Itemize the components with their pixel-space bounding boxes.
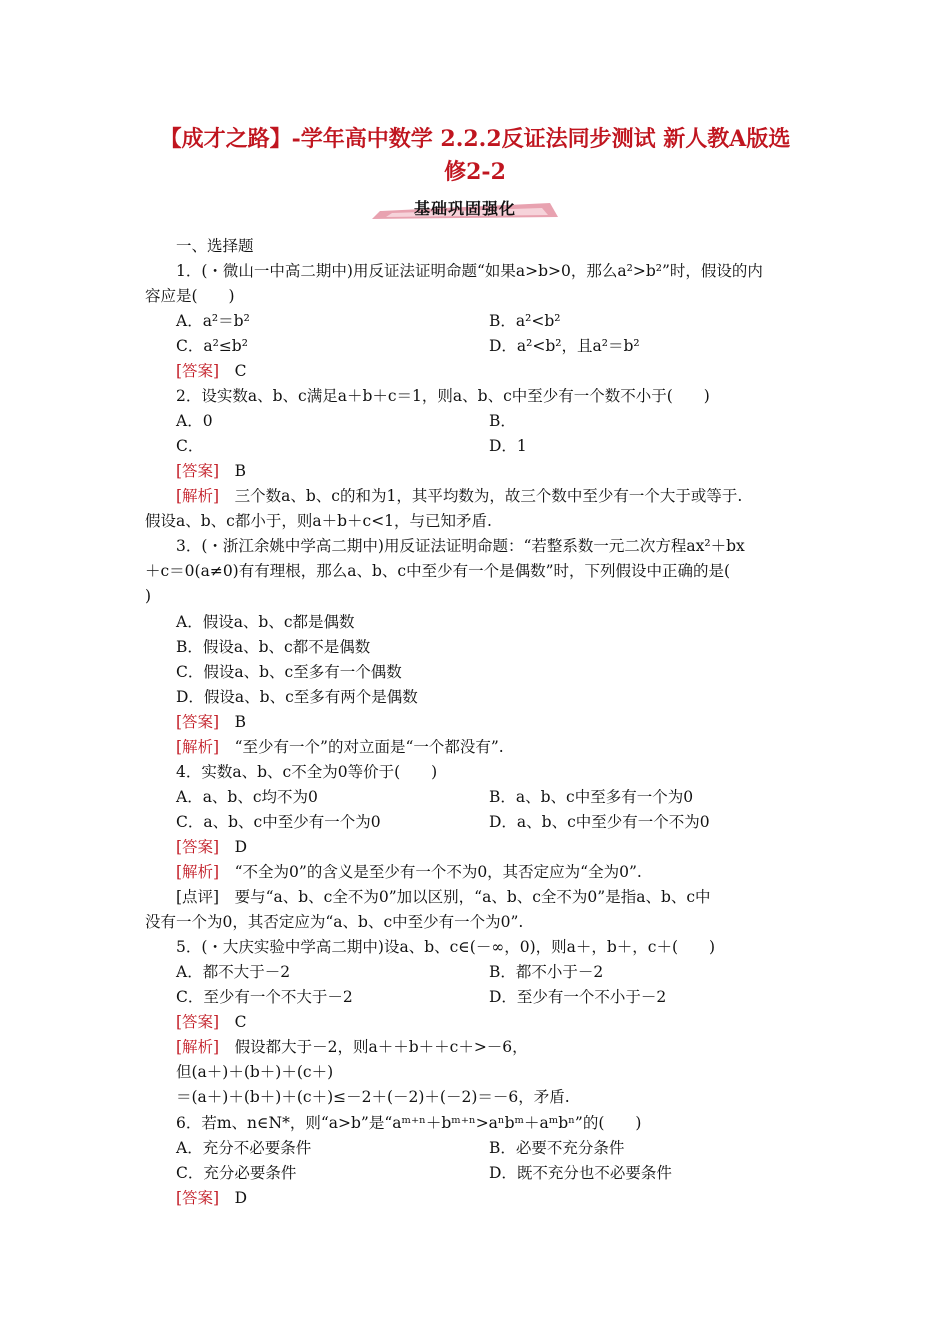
document-title-line-1: 【成才之路】-学年高中数学 2.2.2反证法同步测试 新人教A版选 bbox=[159, 126, 791, 152]
answer-label: [答案] bbox=[176, 462, 220, 480]
analysis-3 bbox=[176, 737, 504, 757]
answer-label: [答案] bbox=[176, 362, 220, 380]
answer-value: D bbox=[234, 838, 248, 856]
document-title-line-2: 修2-2 bbox=[444, 159, 506, 185]
question-4: 4．实数a、b、c不全为0等价于( ) bbox=[176, 763, 438, 781]
question-1-option-b: B．a²<b² bbox=[489, 312, 561, 330]
answer-label: [答案] bbox=[176, 838, 220, 856]
question-5: 5．(・大庆实验中学高二期中)设a、b、c∈(－∞，0)，则a＋，b＋，c＋( ) bbox=[176, 938, 716, 956]
question-3-line-2: ＋c＝0(a≠0)有有理根，那么a、b、c中至少有一个是偶数”时，下列假设中正确的是( bbox=[145, 562, 731, 580]
question-4-option-d: D．a、b、c中至少有一个不为0 bbox=[489, 813, 710, 831]
analysis-2-line-1 bbox=[176, 486, 742, 506]
answer-value: B bbox=[234, 713, 247, 731]
analysis-text: “至少有一个”的对立面是“一个都没有”. bbox=[219, 738, 504, 756]
question-3-option-d: D．假设a、b、c至多有两个是偶数 bbox=[176, 688, 418, 706]
answer-label: [答案] bbox=[176, 713, 220, 731]
section-banner bbox=[372, 199, 558, 221]
question-4-option-a: A．a、b、c均不为0 bbox=[176, 788, 318, 806]
answer-3 bbox=[176, 712, 246, 732]
question-6-option-c: C．充分必要条件 bbox=[176, 1164, 297, 1182]
analysis-label: [解析] bbox=[176, 1038, 220, 1056]
analysis-text: 三个数a、b、c的和为1，其平均数为，故三个数中至少有一个大于或等于. bbox=[219, 487, 743, 505]
note-4-line-1: [点评] 要与“a、b、c全不为0”加以区别，“a、b、c全不为0”是指a、b、c中 bbox=[176, 888, 711, 906]
answer-1 bbox=[176, 361, 247, 381]
analysis-5-line-1 bbox=[176, 1037, 528, 1057]
question-4-option-c: C．a、b、c中至少有一个为0 bbox=[176, 813, 381, 831]
analysis-text: “不全为0”的含义是至少有一个不为0，其否定应为“全为0”. bbox=[219, 863, 642, 881]
question-6-option-b: B．必要不充分条件 bbox=[489, 1139, 625, 1157]
question-5-option-a: A．都不大于－2 bbox=[176, 963, 291, 981]
question-6-option-a: A．充分不必要条件 bbox=[176, 1139, 312, 1157]
analysis-4 bbox=[176, 862, 642, 882]
question-6: 6．若m、n∈N*，则“a>b”是“aᵐ⁺ⁿ＋bᵐ⁺ⁿ>aⁿbᵐ＋aᵐbⁿ”的( ) bbox=[176, 1114, 642, 1132]
question-2-option-a: A．0 bbox=[176, 412, 213, 430]
analysis-text: 假设都大于－2，则a＋＋b＋＋c＋>－6， bbox=[219, 1038, 528, 1056]
question-2-option-c: C． bbox=[176, 437, 204, 455]
answer-4 bbox=[176, 837, 247, 857]
section-heading: 一、选择题 bbox=[176, 237, 254, 255]
question-4-option-b: B．a、b、c中至多有一个为0 bbox=[489, 788, 694, 806]
answer-2 bbox=[176, 461, 246, 481]
analysis-label: [解析] bbox=[176, 738, 220, 756]
question-1-option-c: C．a²≤b² bbox=[176, 337, 248, 355]
analysis-5-line-2: 但(a＋)＋(b＋)＋(c＋) bbox=[176, 1063, 334, 1081]
question-5-option-d: D．至少有一个不小于－2 bbox=[489, 988, 667, 1006]
question-1-option-a: A．a²＝b² bbox=[176, 312, 250, 330]
answer-value: C bbox=[234, 1013, 247, 1031]
question-6-option-d: D．既不充分也不必要条件 bbox=[489, 1164, 672, 1182]
question-3-option-c: C．假设a、b、c至多有一个偶数 bbox=[176, 663, 402, 681]
answer-5 bbox=[176, 1012, 247, 1032]
question-5-option-b: B．都不小于－2 bbox=[489, 963, 604, 981]
analysis-label: [解析] bbox=[176, 863, 220, 881]
question-5-option-c: C．至少有一个不大于－2 bbox=[176, 988, 353, 1006]
question-2-option-b: B． bbox=[489, 412, 516, 430]
question-1-line-2: 容应是( ) bbox=[145, 287, 235, 305]
question-2-option-d: D．1 bbox=[489, 437, 527, 455]
question-3-line-3: ) bbox=[145, 587, 152, 605]
question-3-line-1: 3．(・浙江余姚中学高二期中)用反证法证明命题：“若整系数一元二次方程ax²＋bx bbox=[176, 537, 745, 555]
answer-label: [答案] bbox=[176, 1189, 220, 1207]
question-1-line-1: 1．(・微山一中高二期中)用反证法证明命题“如果a>b>0，那么a²>b²”时，假设的内 bbox=[176, 262, 763, 280]
answer-value: D bbox=[234, 1189, 248, 1207]
analysis-2-line-2: 假设a、b、c都小于，则a＋b＋c<1，与已知矛盾. bbox=[145, 512, 492, 530]
analysis-label: [解析] bbox=[176, 487, 220, 505]
note-4-line-2: 没有一个为0，其否定应为“a、b、c中至少有一个为0”. bbox=[145, 913, 524, 931]
answer-label: [答案] bbox=[176, 1013, 220, 1031]
question-3-option-a: A．假设a、b、c都是偶数 bbox=[176, 613, 355, 631]
answer-value: B bbox=[234, 462, 247, 480]
question-3-option-b: B．假设a、b、c都不是偶数 bbox=[176, 638, 371, 656]
question-2: 2．设实数a、b、c满足a＋b＋c＝1，则a、b、c中至少有一个数不小于( ) bbox=[176, 387, 710, 405]
answer-6 bbox=[176, 1188, 247, 1208]
analysis-5-line-3: ＝(a＋)＋(b＋)＋(c＋)≤－2＋(－2)＋(－2)＝－6，矛盾. bbox=[176, 1088, 570, 1106]
answer-value: C bbox=[234, 362, 247, 380]
question-1-option-d: D．a²<b²，且a²＝b² bbox=[489, 337, 640, 355]
banner-title: 基础巩固强化 bbox=[413, 199, 516, 218]
